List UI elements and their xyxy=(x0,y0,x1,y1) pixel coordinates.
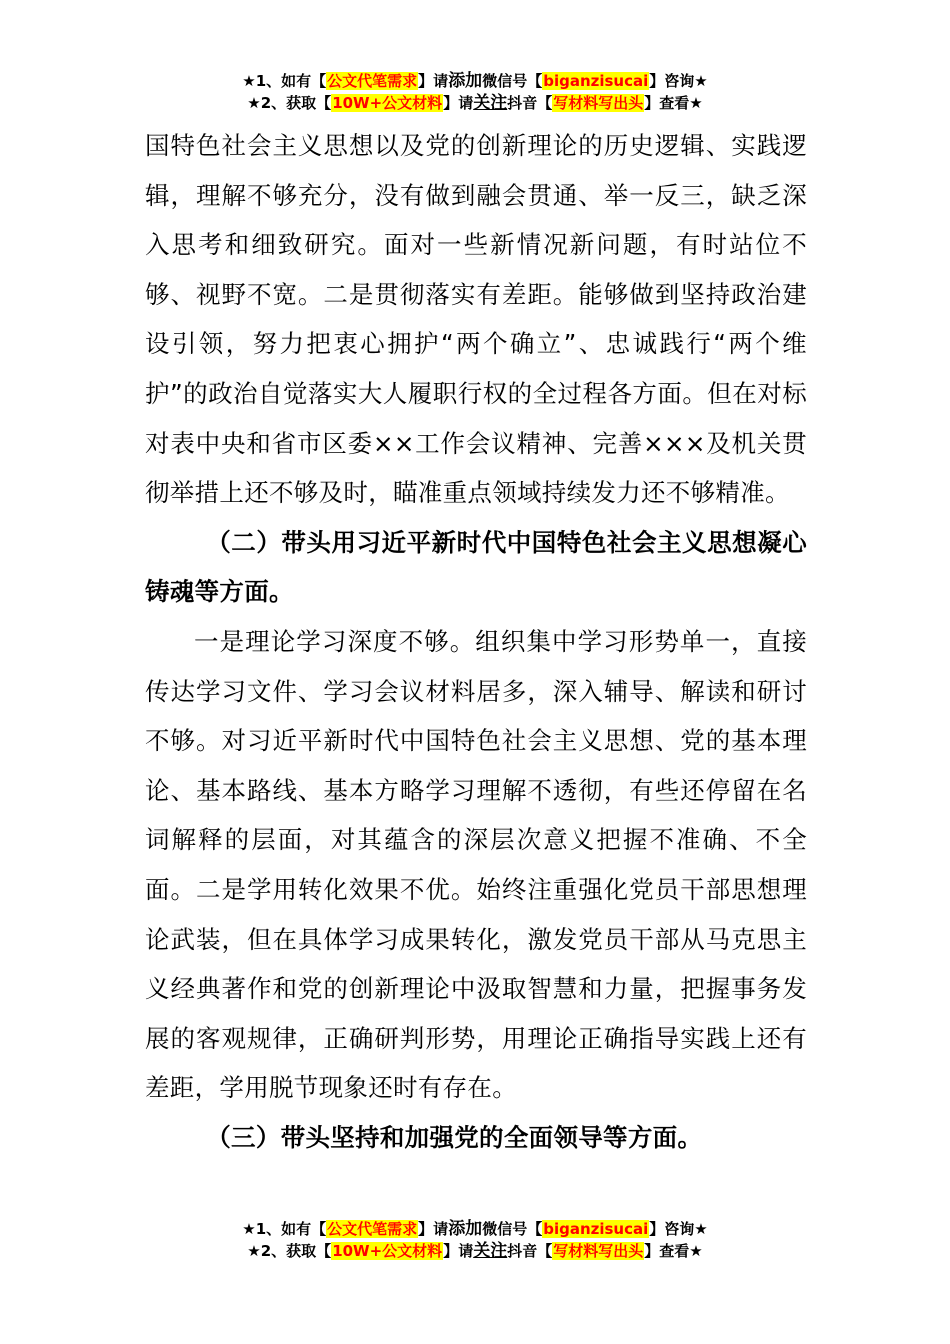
promo-text: 】请 xyxy=(443,1242,474,1260)
promo-highlight: biganzisucai xyxy=(543,72,649,90)
promo-text: 】请 xyxy=(418,72,449,90)
promo-highlight: 写材料写出头 xyxy=(553,1242,644,1260)
promo-text: 】查看★ xyxy=(644,1242,703,1260)
promo-highlight: biganzisucai xyxy=(543,1220,649,1238)
promo-highlight: 写材料写出头 xyxy=(553,94,644,112)
promo-text: 】请 xyxy=(443,94,474,112)
promo-line-1 xyxy=(0,1218,950,1240)
promo-highlight: 10W+公文材料 xyxy=(332,1242,443,1260)
paragraph: 一是理论学习深度不够。组织集中学习形势单一，直接传达学习文件、学习会议材料居多，深入辅导、解读和研讨不够。对习近平新时代中国特色社会主义思想、党的基本理论、基本路线、基本方略学习理解不透彻，有些还停留在名词解释的层面，对其蕴含的深层次意义把握不准确、不全面。二是学用转化效果不优。始终注重强化党员干部思想理论武装，但在具体学习成果转化，激发党员干部从马克思主义经典著作和党的创新理论中汲取智慧和力量，把握事务发展的客观规律，正确研判形势，用理论正确指导实践上还有差距，学用脱节现象还时有存在。 xyxy=(145,626,807,1103)
promo-text: 】咨询★ xyxy=(649,1220,708,1238)
document-body xyxy=(145,121,807,1162)
promo-line-1 xyxy=(0,70,950,92)
top-promo-banner xyxy=(0,70,950,114)
section-heading-3: （三）带头坚持和加强党的全面领导等方面。 xyxy=(206,1122,703,1152)
promo-text: ★2、获取【 xyxy=(247,94,332,112)
promo-text: 】请 xyxy=(418,1220,449,1238)
paragraph-continued: 国特色社会主义思想以及党的创新理论的历史逻辑、实践逻辑，理解不够充分，没有做到融会贯通、举一反三，缺乏深入思考和细致研究。面对一些新情况新问题，有时站位不够、视野不宽。二是贯彻落实有差距。能够做到坚持政治建设引领，努力把衷心拥护“两个确立”、忠诚践行“两个维护”的政治自觉落实大人履职行权的全过程各方面。但在对标对表中央和省市区委××工作会议精神、完善×××及机关贯彻举措上还不够及时，瞄准重点领域持续发力还不够精准。 xyxy=(145,131,807,508)
promo-emphasis: 关注 xyxy=(473,1241,508,1261)
promo-emphasis: 关注 xyxy=(473,93,508,113)
promo-highlight: 公文代笔需求 xyxy=(327,72,418,90)
bottom-promo-banner xyxy=(0,1218,950,1262)
promo-text: 微信号【 xyxy=(482,1220,543,1238)
promo-emphasis: 添加 xyxy=(448,71,483,91)
section-heading-2: （二）带头用习近平新时代中国特色社会主义思想凝心铸魂等方面。 xyxy=(145,527,807,607)
promo-text: ★2、获取【 xyxy=(247,1242,332,1260)
promo-line-2 xyxy=(0,1240,950,1262)
promo-line-2 xyxy=(0,92,950,114)
promo-text: 】查看★ xyxy=(644,94,703,112)
promo-highlight: 10W+公文材料 xyxy=(332,94,443,112)
promo-text: 微信号【 xyxy=(482,72,543,90)
promo-text: ★1、如有【 xyxy=(242,72,327,90)
promo-highlight: 公文代笔需求 xyxy=(327,1220,418,1238)
promo-text: ★1、如有【 xyxy=(242,1220,327,1238)
promo-text: 】咨询★ xyxy=(649,72,708,90)
promo-emphasis: 添加 xyxy=(448,1219,483,1239)
promo-text: 抖音【 xyxy=(507,1242,553,1260)
promo-text: 抖音【 xyxy=(507,94,553,112)
